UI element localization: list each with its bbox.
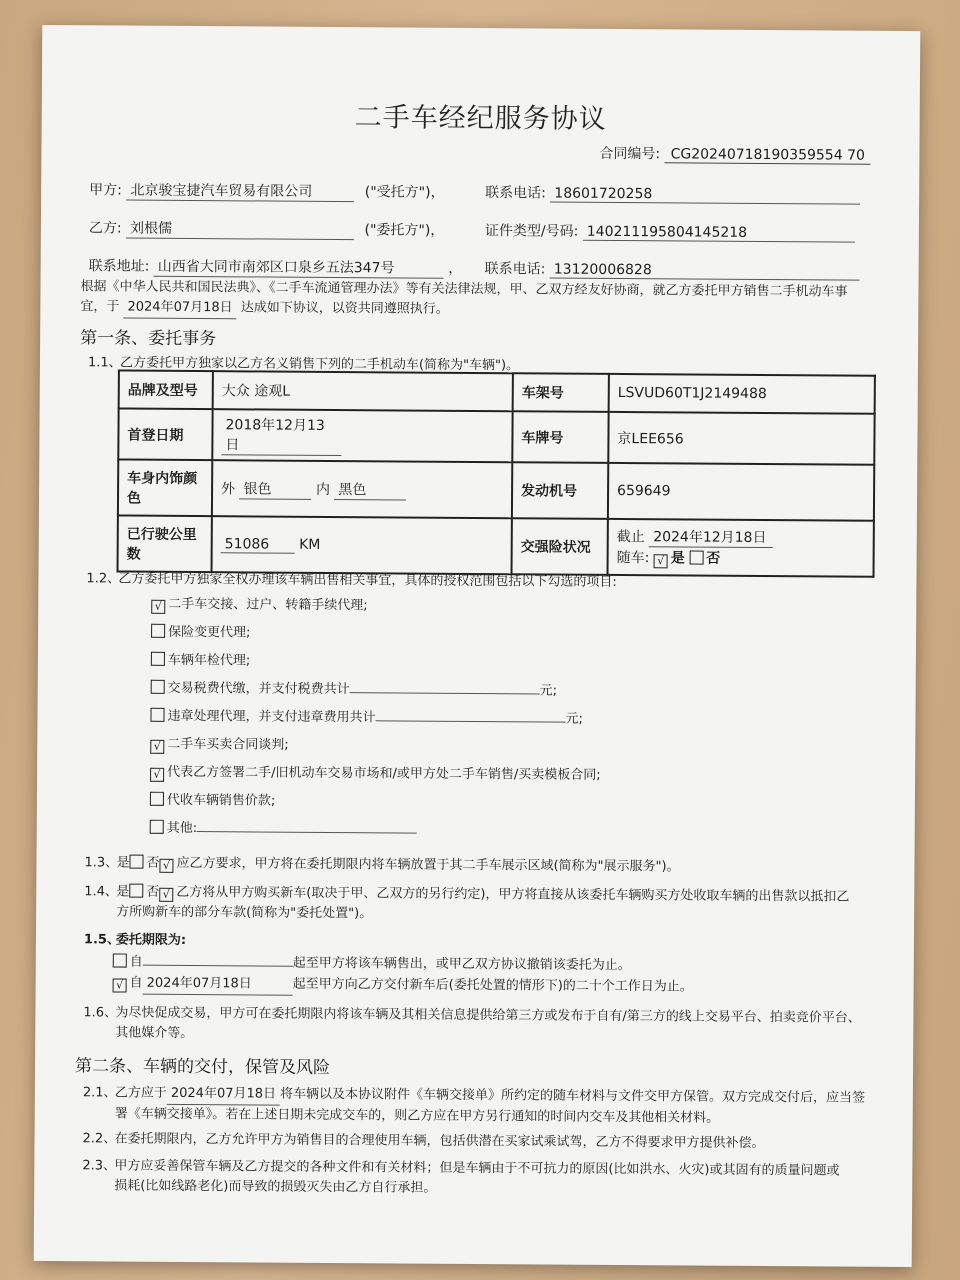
option-item: 保险变更代理; [151,621,251,641]
color-cell: 外 银色 内 黑色 [212,460,512,518]
table-row [118,515,874,576]
party-a-role: ("受托方")， [364,184,445,201]
party-b-name: 刘根儒 [126,218,354,241]
table-row [119,370,875,413]
brand-label: 品牌及型号 [119,370,213,409]
mileage-label: 已行驶公里数 [118,515,212,572]
party-a-phone-row [485,182,860,205]
checkbox-unchecked[interactable] [151,624,165,638]
party-a-phone-label: 联系电话: [485,185,546,202]
vehicle-table [117,369,876,577]
party-b-phone-label: 联系电话: [484,261,546,278]
clause-1-6: 1.6、为尽快促成交易，甲方可在委托期限内将该车辆及其相关信息提供给第三方或发布于自有/第三方的线上交易平台、拍卖竞价平台、 其他媒介等。 [83,1005,861,1042]
option-item: √ 代表乙方签署二手/旧机动车交易市场和/或甲方处二手车销售/买卖模板合同; [150,761,601,785]
insurance-label: 交强险状况 [512,518,608,575]
party-a-row [89,179,445,202]
checkbox-unchecked[interactable] [150,708,164,722]
preamble-date: 2024年07月18日 [123,298,236,320]
interior-color: 黑色 [334,479,406,501]
contract-number-value: CG20240718190359554 70 [665,146,871,164]
plate-value: 京LEE656 [608,412,874,465]
insurance-date: 2024年12月18日 [649,526,773,548]
term-start-date: 2024年07月18日 [143,974,293,996]
clause-1-4: 1.4、是 否 √ 乙方将从甲方购买新车(取决于甲、乙双方的另行约定)，甲方将直接从该委托车辆购买方处收取车辆的出售款以抵扣乙 方所购新车的部分车款(简称为"委托处置")。 [84,884,850,922]
table-row [118,459,874,520]
checkbox-unchecked[interactable] [150,820,164,834]
address-row [89,255,463,279]
document-title: 二手车经纪服务协议 [354,102,607,135]
preamble-line-1: 根据《中华人民共和国民法典》、《二手车流通管理办法》等有关法律法规，甲、乙双方经友好协商，就乙方委托甲方销售二手机动车事 [80,279,848,300]
reg-value: 2018年12月13日 [221,414,341,456]
section-1-heading: 第一条、委托事务 [80,328,217,350]
party-a-name: 北京骏宝捷汽车贸易有限公司 [126,180,354,203]
option-item: √ 二手车交接、过户、转籍手续代理; [151,593,368,616]
checkbox-checked[interactable]: √ [150,768,164,782]
checkbox-unchecked[interactable] [113,953,127,967]
preamble [80,277,900,324]
party-b-role: ("委托方")， [364,222,445,239]
checkbox-unchecked[interactable] [151,680,165,694]
checkbox-checked[interactable]: √ [159,859,173,873]
party-b-id-label: 证件类型/号码: [484,223,579,240]
term-option-2: √ 自 2024年07月18日 起至甲方向乙方交付新车后(委托处置的情形下)的二十个工作日为止。 [113,973,693,998]
checkbox-checked[interactable]: √ [113,978,127,992]
party-b-id-row [485,220,855,243]
option-item: 代收车辆销售价款; [150,789,276,809]
party-a-label: 甲方: [89,182,122,199]
checkbox-unchecked[interactable] [150,792,164,806]
checkbox-unchecked[interactable] [151,652,165,666]
checkbox-checked[interactable]: √ [150,740,164,754]
clause-2-1: 2.1、乙方应于 2024年07月18日 将车辆以及本协议附件《车辆交接单》所约定的随车材料与文件交甲方保管。双方完成交付后，应当签 署《车辆交接单》。若在上述日期未完成交车的，则乙方应在甲方另行通知的时间内交车及其他相关材料。 [82,1085,866,1126]
party-b-phone-row [485,258,860,281]
preamble-line-2: 宜，于 2024年07月18日 达成如下协议，以资共同遵照执行。 [80,297,900,324]
party-b-id: 140211195804145218 [583,224,855,243]
contract-paper [34,25,921,1267]
brand-value: 大众 途观L [213,371,513,411]
clause-1-1: 1.1、乙方委托甲方独家以乙方名义销售下列的二手机动车(简称为"车辆")。 [87,355,520,374]
clause-1-2: 1.2、乙方委托甲方独家全权办理该车辆出售相关事宜，具体的授权范围包括以下勾选的项目: [86,571,617,590]
address-value: 山西省大同市南郊区口泉乡五法347号 [154,256,444,279]
checkbox-checked[interactable]: √ [654,554,668,568]
checkbox-checked[interactable]: √ [151,600,165,614]
checkbox-unchecked[interactable] [689,550,703,564]
party-b-label: 乙方: [88,220,122,237]
vin-value: LSVUD60T1J2149488 [609,374,875,414]
party-a-phone: 18601720258 [550,186,860,205]
section-2-heading: 第二条、车辆的交付，保管及风险 [74,1056,331,1078]
clause-2-2: 2.2、在委托期限内，乙方允许甲方为销售目的合理使用车辆，包括供潜在买家试乘试驾，乙方不得要求甲方提供补偿。 [82,1131,765,1152]
vin-label: 车架号 [513,373,609,412]
exterior-color: 银色 [239,478,311,500]
party-b-row [89,217,445,240]
mileage-value: 51086 [221,536,295,554]
reg-label: 首登日期 [118,408,212,460]
color-label: 车身内饰颜色 [118,459,212,516]
mileage-unit: KM [299,536,321,553]
option-item: 交易税费代缴，并支付税费共计 元; [151,677,558,699]
clause-2-3: 2.3、甲方应妥善保管车辆及乙方提交的各种文件和有关材料；但是车辆由于不可抗力的原因(比如洪水、火灾)或其固有的质量问题或 损耗(比如线路老化)而导致的损毁灭失由乙方自行承担。 [82,1158,840,1196]
clause-1-3: 1.3、是 否 √ 应乙方要求，甲方将在委托期限内将车辆放置于其二手车展示区域(简称为"展示服务")。 [84,855,680,875]
checkbox-unchecked[interactable] [129,855,143,869]
address-label: 联系地址: [88,258,150,275]
insurance-cell: 截止 2024年12月18日 随车: √ 是 否 [607,519,873,577]
engine-label: 发动机号 [512,462,608,519]
checkbox-unchecked[interactable] [129,884,143,898]
plate-label: 车牌号 [512,411,608,463]
reg-cell [212,409,512,462]
term-option-1: 自 起至甲方将该车辆售出，或甲乙双方协议撤销该委托为止。 [113,951,631,976]
option-item: 其他: [150,817,418,838]
engine-value: 659649 [608,463,874,521]
option-item: √ 二手车买卖合同谈判; [150,733,289,755]
checkbox-checked[interactable]: √ [159,888,173,902]
mileage-cell [212,516,512,574]
option-item: 违章处理代理，并支付违章费用共计 元; [150,705,583,727]
option-item: 车辆年检代理; [151,649,251,669]
address-sep: ， [448,260,463,277]
table-row [118,408,874,464]
clause-1-5: 1.5、委托期限为: [83,932,187,948]
party-b-phone: 13120006828 [550,261,860,280]
contract-number-label: 合同编号: [599,145,661,163]
contract-number [599,143,871,165]
delivery-date: 2024年07月18日 [167,1084,280,1106]
